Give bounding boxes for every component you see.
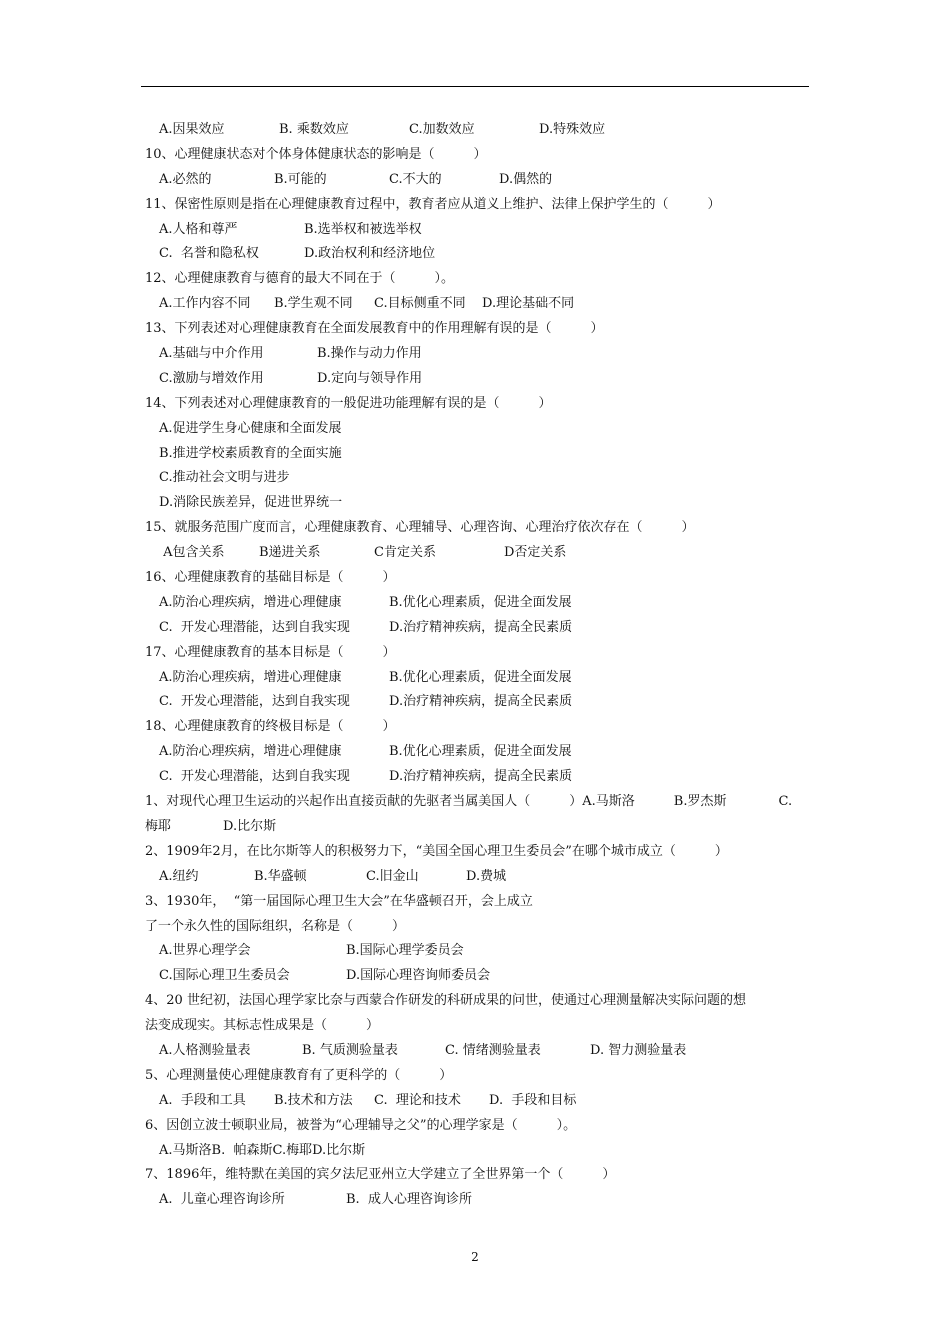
- option-text: D. 智力测验量表: [590, 1042, 687, 1058]
- options-line: [145, 1089, 813, 1114]
- question-line: [145, 1064, 813, 1089]
- option-text: A.防治心理疾病，增进心理健康: [159, 744, 342, 760]
- options-line: [145, 591, 813, 616]
- option-text: C. 开发心理潜能，达到自我实现: [159, 769, 350, 785]
- question-text: 2、1909年2月，在比尔斯等人的积极努力下，“美国全国心理卫生委员会”在哪个城市成立（ ）: [145, 843, 728, 859]
- option-text: A.因果效应: [159, 122, 225, 137]
- question-text: 7、1896年，维特默在美国的宾夕法尼亚州立大学建立了全世界第一个（ ）: [145, 1167, 616, 1183]
- question-line: [145, 815, 813, 840]
- option-text: B.推进学校素质教育的全面实施: [159, 445, 342, 461]
- option-text: A.必然的: [159, 171, 212, 187]
- option-text: B.华盛顿: [254, 868, 307, 884]
- option-text: B. 气质测验量表: [302, 1042, 398, 1058]
- option-text: D.偶然的: [499, 171, 553, 187]
- options-line: [145, 466, 813, 491]
- question-text: 梅耶 D.比尔斯: [145, 818, 277, 834]
- option-text: B递进关系: [259, 545, 321, 561]
- question-line: [145, 1163, 813, 1188]
- options-line: [145, 690, 813, 715]
- option-text: B.可能的: [274, 171, 327, 187]
- option-text: B.操作与动力作用: [317, 346, 422, 362]
- option-text: D.治疗精神疾病，提高全民素质: [389, 769, 573, 785]
- option-text: B.国际心理学委员会: [346, 943, 464, 959]
- option-text: B.优化心理素质，促进全面发展: [389, 594, 572, 610]
- header-rule: [141, 86, 809, 87]
- options-line: [145, 118, 813, 143]
- options-line: [145, 541, 813, 566]
- question-text: 了一个永久性的国际组织，名称是（ ）: [145, 918, 406, 934]
- option-text: D.费城: [466, 868, 507, 884]
- option-text: B.选举权和被选举权: [304, 221, 422, 237]
- option-text: A.世界心理学会: [159, 943, 251, 959]
- question-line: [145, 915, 813, 940]
- options-line: [145, 367, 813, 392]
- option-text: B.技术和方法: [274, 1092, 353, 1108]
- question-line: [145, 890, 813, 915]
- option-text: A.促进学生身心健康和全面发展: [159, 420, 342, 436]
- option-text: A.马斯洛B. 帕森斯C.梅耶D.比尔斯: [159, 1142, 366, 1158]
- option-text: A.防治心理疾病，增进心理健康: [159, 594, 342, 610]
- options-line: [145, 1139, 813, 1164]
- option-text: C肯定关系: [374, 545, 436, 561]
- option-text: D.治疗精神疾病，提高全民素质: [389, 694, 573, 710]
- question-text: 18、心理健康教育的终极目标是（ ）: [145, 719, 396, 735]
- option-text: B.优化心理素质，促进全面发展: [389, 669, 572, 685]
- option-text: A.防治心理疾病，增进心理健康: [159, 669, 342, 685]
- option-text: C.国际心理卫生委员会: [159, 968, 290, 984]
- option-text: B. 成人心理咨询诊所: [346, 1192, 472, 1208]
- options-line: [145, 491, 813, 516]
- options-line: [145, 765, 813, 790]
- options-line: [145, 168, 813, 193]
- option-text: D.治疗精神疾病，提高全民素质: [389, 619, 573, 635]
- option-text: C. 名誉和隐私权: [159, 246, 259, 262]
- question-text: 16、心理健康教育的基础目标是（ ）: [145, 570, 396, 586]
- option-text: A包含关系: [159, 545, 225, 561]
- options-line: [145, 964, 813, 989]
- question-line: [145, 1014, 813, 1039]
- option-text: C.不大的: [389, 171, 442, 187]
- document-body: [145, 118, 813, 1213]
- options-line: [145, 939, 813, 964]
- question-text: 10、心理健康状态对个体身体健康状态的影响是（ ）: [145, 146, 487, 162]
- option-text: D.国际心理咨询师委员会: [346, 968, 491, 984]
- option-text: C.目标侧重不同: [374, 296, 466, 312]
- question-line: [145, 516, 813, 541]
- question-text: 17、心理健康教育的基本目标是（ ）: [145, 644, 396, 660]
- options-line: [145, 1039, 813, 1064]
- question-text: 11、保密性原则是指在心理健康教育过程中，教育者应从道义上维护、法律上保护学生的（ ）: [145, 196, 721, 212]
- question-text: 1、对现代心理卫生运动的兴起作出直接贡献的先驱者当属美国人（ ）A.马斯洛 B.罗杰斯 C.: [145, 794, 793, 810]
- page-number: 2: [471, 1250, 479, 1264]
- option-text: A.人格测验量表: [159, 1042, 251, 1058]
- option-text: D. 手段和目标: [489, 1092, 577, 1108]
- option-text: D否定关系: [504, 545, 567, 561]
- options-line: [145, 342, 813, 367]
- options-line: [145, 242, 813, 267]
- question-line: [145, 392, 813, 417]
- question-text: 6、因创立波士顿职业局，被誉为“心理辅导之父”的心理学家是（ ）。: [145, 1117, 577, 1133]
- option-text: B. 乘数效应: [279, 122, 349, 137]
- option-text: C.加数效应: [409, 122, 475, 137]
- option-text: A. 儿童心理咨询诊所: [159, 1192, 285, 1208]
- option-text: B.学生观不同: [274, 296, 353, 312]
- question-text: 14、下列表述对心理健康教育的一般促进功能理解有误的是（ ）: [145, 395, 552, 411]
- question-text: 13、下列表述对心理健康教育在全面发展教育中的作用理解有误的是（ ）: [145, 321, 604, 337]
- option-text: B.优化心理素质，促进全面发展: [389, 744, 572, 760]
- question-line: [145, 317, 813, 342]
- question-line: [145, 193, 813, 218]
- question-line: [145, 989, 813, 1014]
- options-line: [145, 740, 813, 765]
- option-text: A.基础与中介作用: [159, 346, 264, 362]
- question-text: 3、1930年， “第一届国际心理卫生大会”在华盛顿召开，会上成立: [145, 893, 533, 909]
- options-line: [145, 417, 813, 442]
- question-text: 15、就服务范围广度而言，心理健康教育、心理辅导、心理咨询、心理治疗依次存在（ ）: [145, 520, 695, 536]
- option-text: C.激励与增效作用: [159, 370, 264, 386]
- option-text: A. 手段和工具: [159, 1092, 246, 1108]
- option-text: C. 理论和技术: [374, 1092, 461, 1108]
- option-text: C.旧金山: [366, 868, 419, 884]
- question-text: 4、20 世纪初，法国心理学家比奈与西蒙合作研发的科研成果的问世，使通过心理测量解决实际问题的想: [145, 993, 746, 1009]
- option-text: D.消除民族差异，促进世界统一: [159, 495, 343, 511]
- question-line: [145, 790, 813, 815]
- question-line: [145, 641, 813, 666]
- option-text: A.工作内容不同: [159, 296, 251, 312]
- option-text: D.政治权利和经济地位: [304, 246, 436, 262]
- question-line: [145, 840, 813, 865]
- option-text: D.定向与领导作用: [317, 370, 423, 386]
- options-line: [145, 292, 813, 317]
- question-line: [145, 566, 813, 591]
- options-line: [145, 442, 813, 467]
- option-text: C. 情绪测验量表: [445, 1042, 541, 1058]
- option-text: D.特殊效应: [539, 122, 606, 137]
- question-line: [145, 143, 813, 168]
- question-line: [145, 267, 813, 292]
- options-line: [145, 865, 813, 890]
- question-line: [145, 715, 813, 740]
- options-line: [145, 616, 813, 641]
- options-line: [145, 218, 813, 243]
- option-text: D.理论基础不同: [482, 296, 575, 312]
- options-line: [145, 666, 813, 691]
- question-text: 12、心理健康教育与德育的最大不同在于（ ）。: [145, 271, 455, 287]
- question-text: 法变成现实。其标志性成果是（ ）: [145, 1018, 380, 1034]
- option-text: C.推动社会文明与进步: [159, 470, 290, 486]
- option-text: A.人格和尊严: [159, 221, 238, 237]
- question-text: 5、心理测量使心理健康教育有了更科学的（ ）: [145, 1067, 453, 1083]
- options-line: [145, 1188, 813, 1213]
- option-text: A.纽约: [159, 868, 199, 884]
- option-text: C. 开发心理潜能，达到自我实现: [159, 619, 350, 635]
- option-text: C. 开发心理潜能，达到自我实现: [159, 694, 350, 710]
- question-line: [145, 1114, 813, 1139]
